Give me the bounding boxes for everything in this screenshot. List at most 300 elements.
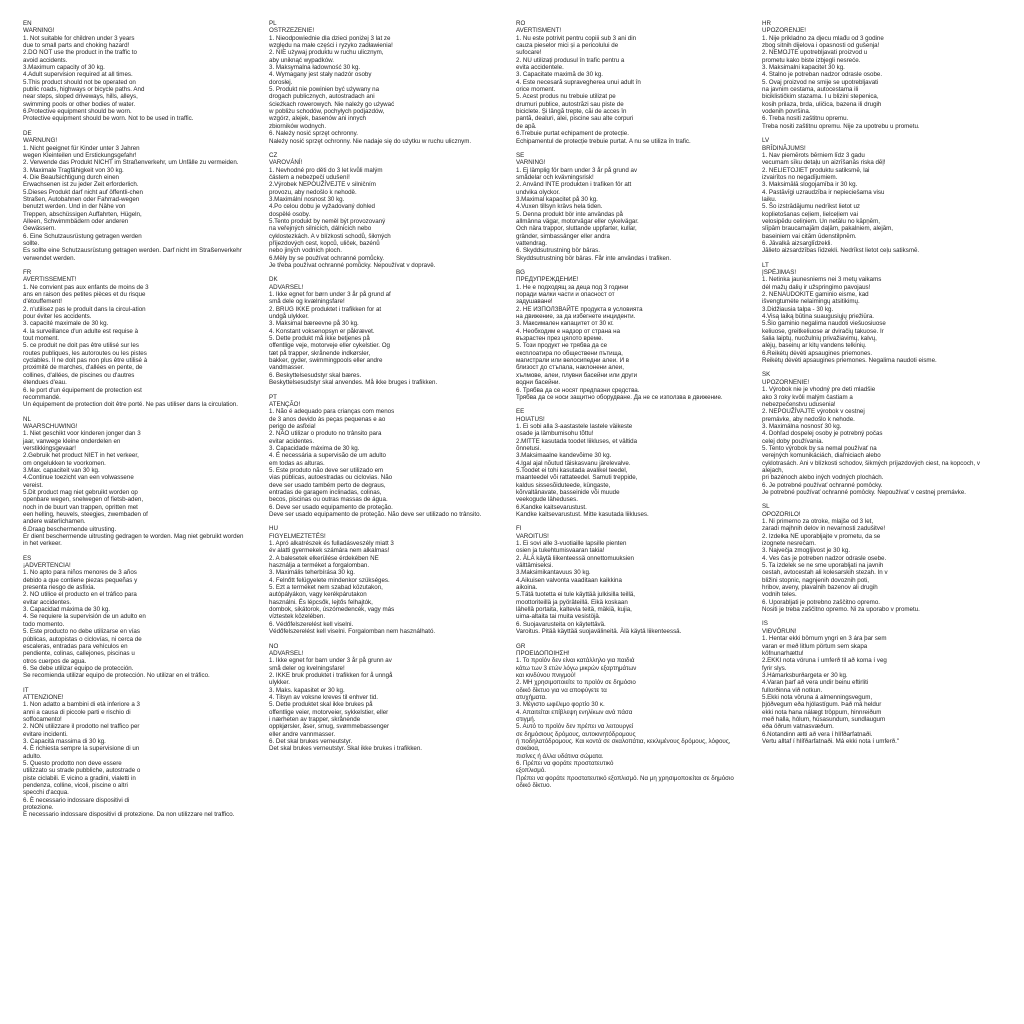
warning-text-line: 1. Niet geschikt voor kinderen jonger dan 3 xyxy=(23,430,141,438)
warning-text-line: routes publiques, les autoroutes ou les pistes xyxy=(23,349,147,357)
warning-text-line: vattendrag. xyxy=(516,239,547,247)
warning-text-line: utilizzato su strade pubbliche, autostrade o xyxy=(23,767,141,775)
warning-text-line: 6. Jāvalkā aizsarglīdzekli. xyxy=(762,239,833,247)
warning-text-line: 5. Tento výrobok by sa nemal používať na xyxy=(762,444,877,452)
warning-text-line: undvika olyckor. xyxy=(516,188,561,196)
warning-heading: VAROITUS! xyxy=(516,532,549,540)
warning-text-line: használja a terméket a forgalomban. xyxy=(269,562,370,570)
warning-text-line: 1. Nav piemērots bērniem līdz 3 gadu xyxy=(762,151,865,159)
warning-section-cz xyxy=(269,152,469,270)
language-code: NL xyxy=(23,415,31,423)
warning-text-line: uima-altaita tai muita vesistöjä. xyxy=(516,613,601,621)
warning-text-line: 6. Se debe utilizar equipo de protección. xyxy=(23,664,134,672)
warning-text-line: 5.Tento produkt by neměl být provozovaný xyxy=(269,217,386,225)
warning-text-line: presenta riesgo de asfixia. xyxy=(23,584,96,592)
warning-text-line: 2. Använd INTE produkten i trafiken för att xyxy=(516,181,632,189)
column-2 xyxy=(269,20,482,760)
warning-text-line: cauza pieselor mici și a pericolului de xyxy=(516,42,619,50)
warning-text-line: Treba nositi zaštitnu opremu. Nije za upotrebu u prometu. xyxy=(762,122,920,130)
warning-text-line: proximité de marches, d'allées en pente, de xyxy=(23,364,143,372)
warning-text-line: 3.Max. capaciteit van 30 kg. xyxy=(23,466,100,474)
warning-text-line: 1. No apto para niños menores de 3 años xyxy=(23,569,137,577)
warning-text-line: Beskyttelsesudstyr skal anvendes. Må ikke bruges i trafikken. xyxy=(269,379,438,387)
warning-text-line: varan er með litlum pörtum sem skapa xyxy=(762,642,868,650)
language-code: LT xyxy=(762,261,769,269)
warning-text-line: cyclables. Il ne doit pas non plus être utilisé à xyxy=(23,357,148,365)
warning-text-line: 1. Výrobok nie je vhodný pre deti mladšie xyxy=(762,386,876,394)
warning-text-line: 2. NU utilizați produsul în trafic pentru a xyxy=(516,56,625,64)
warning-text-line: públicas, autopistas o ciclovías, ni cerca de xyxy=(23,635,142,643)
warning-text-line: šalia laiptų, nuožulnių privažiavimų, kalvų, xyxy=(762,335,877,343)
warning-text-line: 3. Maximálna nosnosť 30 kg. xyxy=(762,422,842,430)
warning-text-line: wegen Kleinteilen und Erstickungsgefahr! xyxy=(23,151,137,159)
warning-text-line: 2. NELIETOJIET produktu satiksmē, lai xyxy=(762,166,870,174)
warning-text-line: 4.Visą laiką būtina suaugusiųjų priežiūra. xyxy=(762,313,875,321)
warning-text-line: zbiorników wodnych. xyxy=(269,122,327,130)
warning-text-line: 3. Максимален капацитет от 30 кг. xyxy=(516,320,614,328)
warning-text-line: biciclete. Și lângă trepte, căi de acces în xyxy=(516,108,627,116)
warning-text-line: 6. Należy nosić sprzęt ochronny. xyxy=(269,130,358,138)
warning-text-line: 2.Gebruik het product NIET in het verkeer, xyxy=(23,452,139,460)
warning-text-line: 2.MITTE kasutada toodet liikluses, et vältida xyxy=(516,437,638,445)
warning-text-line: evita accidentele. xyxy=(516,64,564,72)
language-code: SE xyxy=(516,151,525,159)
warning-text-line: 6. Skyddsutrustning bör bäras. xyxy=(516,247,600,255)
warning-section-es xyxy=(23,555,223,680)
warning-text-line: bakker, gyder, swimmingpools eller andre xyxy=(269,357,383,365)
warning-text-line: 1. Не е подходящ за деца под 3 години xyxy=(516,283,629,291)
warning-text-line: 1. Το προϊόν δεν είναι κατάλληλο για παιδιά xyxy=(516,657,635,665)
warning-text-line: 3.Hámarksburðargeta er 30 kg. xyxy=(762,671,848,679)
warning-text-line: 3.Maksimikantavuus 30 kg. xyxy=(516,569,591,577)
warning-text-line: d'étouffement! xyxy=(23,298,62,306)
warning-text-line: 5. Този продукт не трябва да се xyxy=(516,342,608,350)
warning-text-line: хълмове, алеи, плувни басейни или други xyxy=(516,371,638,379)
language-code: FI xyxy=(516,525,522,533)
warning-text-line: smådelar och kvävningsrisk! xyxy=(516,173,594,181)
warning-text-line: lähellä portaita, kaltevia teitä, mäkiä, kujia, xyxy=(516,606,632,614)
warning-text-line: velosipēdu celiņiem. Un netālu no kāpņēm, xyxy=(762,217,880,225)
warning-text-line: 5. Ta izdelek se ne sme uporabljati na javnih xyxy=(762,562,884,570)
warning-text-line: 1. Nieodpowiednie dla dzieci poniżej 3 lat ze xyxy=(269,34,391,42)
warning-text-line: 5.Šio gaminio negalima naudoti viešuosiuose xyxy=(762,320,886,328)
warning-text-line: deve ser usado também perto de degraus, xyxy=(269,481,386,489)
warning-text-line: 2. NEMOJTE upotrebljavati proizvod u xyxy=(762,49,868,57)
warning-text-line: 3. Maksimalni kapacitet 30 kg. xyxy=(762,64,845,72)
warning-text-line: ή ποδηλατόδρομους. Και κοντά σε σκαλοπάτια, κεκλιμένους δρόμους, λόφους, xyxy=(516,737,731,745)
warning-text-line: eller andre vannmasser. xyxy=(269,730,336,738)
warning-text-line: vias públicas, autoestradas ou ciclovias. Não xyxy=(269,474,393,482)
warning-text-line: È necessario indossare dispositivi di protezione. Da non utilizzare nel traffico. xyxy=(23,811,235,819)
warning-text-line: Er dient beschermende uitrusting gedragen te worden. Mag niet gebruikt worden xyxy=(23,533,244,541)
warning-heading: ĮSPĖJIMAS! xyxy=(762,269,797,276)
warning-section-pl xyxy=(269,20,472,145)
warning-text-line: 2. NIE używaj produktu w ruchu ulicznym, xyxy=(269,49,384,57)
warning-text-line: Gewässern. xyxy=(23,225,57,233)
warning-text-line: premávke, aby nedošlo k nehode. xyxy=(762,415,855,423)
warning-heading: BRĪDINĀJUMS! xyxy=(762,144,806,152)
warning-text-line: verejných komunikáciách, diaľniciach alebo xyxy=(762,452,881,460)
warning-text-line: használni. És lépcsők, lejtős felhajtók, xyxy=(269,598,373,606)
warning-text-line: 5. Ezt a terméket nem szabad közutakon, xyxy=(269,584,383,592)
warning-text-line: 3. Maksymalna ładowność 30 kg. xyxy=(269,64,361,72)
warning-text-line: на движение, за да избегнете инциденти. xyxy=(516,313,636,321)
warning-heading: VAROVÁNÍ! xyxy=(269,159,303,167)
warning-text-line: otros cuerpos de agua. xyxy=(23,657,87,665)
warning-heading: ADVARSEL! xyxy=(269,649,304,657)
warning-section-se xyxy=(516,152,716,262)
warning-heading: FIGYELMEZTETÉS! xyxy=(269,532,326,540)
warning-text-line: debido a que contiene piezas pequeñas y xyxy=(23,576,138,584)
warning-text-line: 6. Deve ser usado equipamento de proteção. xyxy=(269,503,393,511)
warning-text-line: 4. Konstant voksenopsyn er påkrævet. xyxy=(269,327,375,335)
warning-text-line: dospělé osoby. xyxy=(269,210,311,218)
warning-text-line: експлоатира по обществени пътища, xyxy=(516,349,623,357)
warning-section-no xyxy=(269,643,469,753)
warning-text-line: 2. Izdelka NE uporabljajte v prometu, da se xyxy=(762,532,881,540)
warning-text-line: pri bazénoch alebo iných vodných plochách. xyxy=(762,474,884,482)
language-code: DE xyxy=(23,129,32,137)
warning-text-line: 5.Tätä tuotetta ei tule käyttää julkisilla teillä, xyxy=(516,591,636,599)
warning-heading: OPOZORILO! xyxy=(762,510,801,518)
warning-text-line: възрастен през цялото време. xyxy=(516,335,604,343)
warning-text-line: 6. Πρέπει να φοράτε προστατευτικό xyxy=(516,760,614,767)
warning-text-line: 6.Notandinn ætti að vera í hlífðarfatnaði. xyxy=(762,730,873,738)
warning-section-fi xyxy=(516,525,716,635)
warning-text-line: swimming pools or other bodies of water. xyxy=(23,100,136,108)
warning-text-line: osien ja tukehtumisvaaran takia! xyxy=(516,547,605,555)
warning-heading: AVERTISSEMENT! xyxy=(23,276,77,284)
language-code: HU xyxy=(269,525,278,533)
warning-text-line: σε δημόσιους δρόμους, αυτοκινητόδρομους xyxy=(516,730,636,738)
warning-text-line: 2.EKKI nota vöruna í umferð til að koma í veg xyxy=(762,657,887,665)
warning-text-line: οδικό δίκτυο για να αποφύγετε τα xyxy=(516,686,607,694)
warning-heading: ΠΡΟΕΙΔΟΠΟΙΗΣΗ! xyxy=(516,649,570,657)
warning-text-line: Трябва да се носи защитно оборудване. Да не се използва в движение. xyxy=(516,393,723,401)
warning-text-line: na javnim cestama, autocestama ili xyxy=(762,86,859,94)
warning-text-line: små dele og kvælningsfare! xyxy=(269,298,345,306)
warning-section-lt xyxy=(762,262,962,365)
warning-section-nl xyxy=(23,415,244,548)
warning-text-line: 3.Maximum capacity of 30 kg. xyxy=(23,64,105,72)
warning-text-line: Reikėtų dėvėti apsaugines priemones. Negalima naudoti eisme. xyxy=(762,357,937,365)
warning-text-line: 2.DO NOT use the product in the traffic to xyxy=(23,49,137,57)
warning-text-line: 6.Draag beschermende uitrusting. xyxy=(23,525,117,533)
warning-text-line: 4. Απαιτείται επίβλεψη ενηλίκων ανά πάσα xyxy=(516,708,633,716)
warning-text-line: oppkjørsler, åser, smug, svømmebassenger xyxy=(269,723,390,731)
language-code: BG xyxy=(516,269,525,276)
warning-text-line: alejach, xyxy=(762,466,784,474)
warning-text-line: anni a causa di piccole parti e rischio di xyxy=(23,708,131,716)
warning-text-line: 2. НЕ ИЗПОЛЗВАЙТЕ продукта в условията xyxy=(516,305,643,313)
warning-text-line: 6. Det skal brukes verneutstyr. xyxy=(269,737,353,745)
warning-text-line: kosih prilaza, brda, uličica, bazena ili drugih xyxy=(762,100,882,108)
language-code: RO xyxy=(516,20,526,27)
column-4 xyxy=(762,20,980,752)
warning-text-line: οδικό δίκτυο. xyxy=(516,782,552,790)
warning-section-sl xyxy=(762,503,962,613)
warning-text-line: 3. Maximale Tragfähigkeit von 30 kg. xyxy=(23,166,124,174)
warning-text-line: 2. A balesetek elkerülése érdekében NE xyxy=(269,554,379,562)
column-1 xyxy=(23,20,244,826)
warning-heading: ATTENZIONE! xyxy=(23,693,64,701)
warning-text-line: laiku. xyxy=(762,195,777,203)
warning-section-ro xyxy=(516,20,716,145)
warning-text-line: 4. Die Beaufsichtigung durch einen xyxy=(23,173,119,181)
warning-text-line: osade ja lämbumisohu tõttu! xyxy=(516,430,594,438)
warning-text-line: 1. Ne convient pas aux enfants de moins de 3 xyxy=(23,283,149,291)
warning-text-line: 2.Výrobek NEPOUŽÍVEJTE v silničním xyxy=(269,181,376,189)
warning-text-line: Och nära trappor, sluttande uppfarter, kullar, xyxy=(516,225,637,233)
warning-text-line: õnnetusi. xyxy=(516,444,542,452)
warning-section-is xyxy=(762,620,962,745)
warning-text-line: 2. n'utilisez pas le produit dans la circul-ation xyxy=(23,305,146,313)
warning-text-line: provozu, aby nedošlo k nehodě. xyxy=(269,188,357,196)
warning-text-line: koplietošanas ceļiem, lielceļiem vai xyxy=(762,210,858,218)
warning-text-line: collines, d'allées, de piscines ou d'autres xyxy=(23,371,135,379)
warning-text-line: Vertu alltaf í hlífðarfatnaði. Má ekki nota í umferð." xyxy=(762,737,900,745)
warning-text-line: drogach publicznych, autostradach ani xyxy=(269,93,375,101)
warning-text-line: 2. ÄLÄ käytä liikenteessä onnettomuuksien xyxy=(516,554,634,562)
warning-text-line: 3.Didžiausia talpa - 30 kg. xyxy=(762,305,834,313)
warning-text-line: vodenih površina. xyxy=(762,108,811,116)
warning-text-line: 1. Hentar ekki börnum yngri en 3 ára þar sem xyxy=(762,635,887,643)
warning-text-line: välttämiseksi. xyxy=(516,562,554,570)
warning-text-line: 6.Kandke kaitsevarustust. xyxy=(516,503,587,511)
warning-text-line: kaldus sissesõiduteede, küngaste, xyxy=(516,481,611,489)
warning-text-line: Je potrebné používať ochranné pomôcky. Nepoužívať v cestnej premávke. xyxy=(762,488,967,496)
warning-text-line: 4. Se requiere la supervisión de un adulto en xyxy=(23,613,146,621)
warning-text-line: στιγμή. xyxy=(516,715,536,723)
warning-text-line: near steps, sloped driveways, hills, alleys, xyxy=(23,93,138,101)
warning-text-line: 5. Acest produs nu trebuie utilizat pe xyxy=(516,93,616,101)
warning-text-line: Protective equipment should be worn. Not to be used in traffic. xyxy=(23,115,194,123)
warning-text-line: zbog sitnih dijelova i opasnosti od gušenja! xyxy=(762,42,880,50)
warning-text-line: поради малки части и опасност от xyxy=(516,291,615,299)
warning-text-line: 1. Nije prikladno za djecu mlađu od 3 godine xyxy=(762,34,884,42)
warning-text-line: evitar acidentes. xyxy=(269,437,315,445)
warning-text-line: izvairītos no negadījumiem. xyxy=(762,173,838,181)
warning-text-line: Nositi je treba zaščitno opremo. Ni za uporabo v prometu. xyxy=(762,606,920,614)
warning-section-de xyxy=(23,129,242,262)
warning-text-line: na veřejných silnicích, dálnicích nebo xyxy=(269,225,372,233)
warning-text-line: små deler og kvelningsfare! xyxy=(269,664,345,672)
language-code: GR xyxy=(516,642,526,650)
warning-text-line: 3. Maks. kapasitet er 30 kg. xyxy=(269,686,345,694)
warning-text-line: 1. Not suitable for children under 3 years xyxy=(23,34,135,42)
warning-text-line: ako 3 roky kvôli malým častiam a xyxy=(762,393,853,401)
warning-text-line: offentlige veje, motorveje eller cykelstier. Og xyxy=(269,342,390,350)
warning-text-line: 1. Netinka jaunesniems nei 3 metų vaikams xyxy=(762,276,882,284)
warning-text-line: 4.Continue toezicht van een volwassene xyxy=(23,474,134,482)
language-code: PL xyxy=(269,20,277,27)
warning-text-line: andere waterlichamen. xyxy=(23,518,86,526)
warning-text-line: 2. NENAUDOKITE gaminio eismе, kad xyxy=(762,291,869,299)
warning-text-line: openbare wegen, snelwegen of fietsb-aden, xyxy=(23,496,144,504)
warning-text-line: om ongelukken te voorkomen. xyxy=(23,459,106,467)
warning-text-line: de apă. xyxy=(516,122,537,130)
warning-text-line: tout moment. xyxy=(23,335,60,343)
warning-text-line: drumuri publice, autostrăzi sau piste de xyxy=(516,100,624,108)
warning-text-line: 4.Varan þarf að vera undir beinu eftirliti xyxy=(762,679,869,687)
warning-text-line: 3.Maximal kapacitet på 30 kg. xyxy=(516,195,598,203)
warning-text-line: een helling, heuvels, steegjes, zwembaden of xyxy=(23,511,148,518)
warning-text-line: étendues d'eau. xyxy=(23,379,67,387)
warning-text-line: 5.Dieses Produkt darf nicht auf öffentli-chen xyxy=(23,188,143,196)
warning-text-line: 2. BRUG IKKE produktet i trafikken for at xyxy=(269,305,382,313)
warning-text-line: κάτω των 3 ετών λόγω μικρών εξαρτημάτων xyxy=(516,664,637,672)
warning-text-line: offentlige veier, motorveier, sykkelstier, eller xyxy=(269,708,389,716)
warning-heading: UPOZORENJE! xyxy=(762,27,807,35)
warning-text-line: hribov, aveny, plavalnih bazenov ali drugih xyxy=(762,584,878,592)
warning-text-line: i nærheten av trapper, skrånende xyxy=(269,715,361,723)
warning-text-line: 6. le port d'un équipement de protection est xyxy=(23,386,142,394)
warning-text-line: 5. Αυτό το προϊόν δεν πρέπει να λειτουργεί xyxy=(516,723,634,731)
warning-text-line: izognete nesrečam. xyxy=(762,540,816,548)
warning-section-en xyxy=(23,20,223,123)
warning-text-line: pour éviter les accidents. xyxy=(23,313,92,321)
warning-text-line: 5.This product should not be operated on xyxy=(23,78,136,86)
warning-text-line: evitare incidenti. xyxy=(23,730,68,738)
warning-text-line: Erwachsenen ist zu jeder Zeit erforderlich. xyxy=(23,181,139,189)
warning-text-line: nebo jiných vodních ploch. xyxy=(269,247,342,255)
language-code: SK xyxy=(762,371,771,379)
warning-heading: OSTRZEZENIE! xyxy=(269,27,315,35)
warning-text-line: 6. Uporabljati je potrebno zaščitno opremo. xyxy=(762,598,880,606)
warning-text-line: fullorðinna við notkun. xyxy=(762,686,823,694)
column-3 xyxy=(516,20,734,796)
warning-text-line: wzgórz, alejek, basenów ani innych xyxy=(269,115,366,123)
warning-text-line: vecumam sīku detaļu un aizrīšanās riska dēļ! xyxy=(762,159,886,167)
warning-text-line: 4.Aikuisen valvonta vaaditaan kaikkina xyxy=(516,576,622,584)
warning-heading: ПРЕДУПРЕЖДЕНИЕ! xyxy=(516,276,579,284)
warning-text-line: soffocamento! xyxy=(23,715,62,723)
warning-text-line: Echipamentul de protecție trebuie purtat. A nu se utiliza în trafic. xyxy=(516,137,691,145)
warning-text-line: verwendet werden. xyxy=(23,254,76,262)
warning-text-line: 4.Igal ajal nõutud täiskasvanu järelevalve. xyxy=(516,459,631,467)
warning-text-line: водни басейни. xyxy=(516,379,561,387)
warning-heading: VIÐVÖRUN! xyxy=(762,627,797,635)
warning-text-line: 6. È necessario indossare dispositivi di xyxy=(23,796,130,804)
warning-text-line: aikoina. xyxy=(516,584,538,592)
warning-text-line: 6. Treba nositi zaštitnu opremu. xyxy=(762,115,849,123)
warning-text-line: avoid accidents. xyxy=(23,56,68,64)
warning-text-line: задушаване! xyxy=(516,298,553,306)
warning-text-line: 5. ce produit ne doit pas être utilisé sur les xyxy=(23,342,139,350)
warning-text-line: dombok, sikátorok, úszómedencék, vagy más xyxy=(269,606,395,614)
language-code: HR xyxy=(762,20,771,27)
warning-text-line: vereist. xyxy=(23,481,43,489)
warning-text-line: 5. Produkt nie powinien być używany na xyxy=(269,86,380,94)
warning-text-line: maanteedel või rattateedel. Samuti treppide, xyxy=(516,474,638,482)
warning-heading: WARNING! xyxy=(23,27,55,35)
warning-text-line: becos, piscinas ou outras massas de água. xyxy=(269,496,388,504)
warning-text-line: 5. Dette produkt må ikke betjenes på xyxy=(269,335,370,343)
warning-text-line: 3. Maksimālā slogojamība ir 30 kg. xyxy=(762,181,858,189)
warning-text-line: 6.Měly by se používat ochranné pomůcky. xyxy=(269,254,385,262)
warning-text-line: ans en raison des petites pièces et du risque xyxy=(23,291,146,299)
warning-text-line: 3. Μέγιστο ωφέλιμο φορτίο 30 κ. xyxy=(516,701,605,709)
warning-section-hr xyxy=(762,20,962,130)
warning-text-line: Deve ser usado equipamento de proteção. Não deve ser utilizado no trânsito. xyxy=(269,511,482,518)
warning-text-line: 3.Maximální nosnost 30 kg. xyxy=(269,195,345,203)
warning-text-line: allmänna vägar, motorvägar eller cykelvägar. xyxy=(516,217,639,225)
warning-text-line: 1. Ikke egnet for børn under 3 år på grund af xyxy=(269,291,391,299)
warning-text-line: kõrvaltänavate, basseinide või muude xyxy=(516,488,620,496)
warning-text-line: recommandé. xyxy=(23,393,61,401)
warning-text-line: 5. Este produto não deve ser utilizado em xyxy=(269,466,384,474)
warning-text-line: 4.Po celou dobu je vyžadovaný dohled xyxy=(269,203,375,211)
warning-text-line: 4. Необходим е надзор от страна на xyxy=(516,327,621,335)
warning-text-line: public roads, highways or bicycle paths. And xyxy=(23,86,145,94)
warning-text-line: 5. Este producto no debe utilizarse en vías xyxy=(23,628,140,636)
warning-text-line: 4.Adult supervision required at all times. xyxy=(23,71,133,79)
warning-text-line: todo momento. xyxy=(23,620,65,628)
warning-text-line: 1. Não é adequado para crianças com menos xyxy=(269,408,395,416)
warning-text-line: ścieżkach rowerowych. Nie należy go używać xyxy=(269,100,395,108)
warning-text-line: 1. Nu este potrivit pentru copiii sub 3 ani din xyxy=(516,34,637,42)
warning-text-line: 4. Tilsyn av voksne kreves til enhver tid. xyxy=(269,693,379,701)
warning-text-line: 4. Ves čas je potreben nadzor odrasle osebe. xyxy=(762,554,887,562)
warning-text-line: eða öðrum vatnasvæðum. xyxy=(762,723,834,731)
warning-text-line: σοκάκια, xyxy=(516,745,540,753)
warning-text-line: 3. Capacitate maximă de 30 kg. xyxy=(516,71,604,79)
warning-text-line: dorosłej. xyxy=(269,78,293,86)
warning-text-line: 5.Ekki nota vöruna á almenningsvegum, xyxy=(762,693,873,701)
warning-text-line: 5. Denna produkt bör inte användas på xyxy=(516,210,623,218)
warning-text-line: 6. Je potrebné používať ochranné pomôcky. xyxy=(762,481,883,489)
warning-text-line: Treppen, abschüssigen Auffahrten, Hügeln, xyxy=(23,210,142,218)
warning-text-line: Należy nosić sprzęt ochronny. Nie nadaje się do użytku w ruchu ulicznym. xyxy=(269,137,472,145)
warning-text-line: Védőfelszerelést kell viselni. Forgalomban nem használható. xyxy=(269,628,436,636)
warning-text-line: Skyddsutrustning bör bäras. Får inte användas i trafiken. xyxy=(516,254,672,262)
warning-section-gr xyxy=(516,642,734,790)
warning-text-line: moottoriteillä ja pyöräteillä. Eikä koskaan xyxy=(516,598,628,606)
warning-text-line: 3. capacité maximale de 30 kg. xyxy=(23,320,109,328)
warning-text-line: specchi d'acqua. xyxy=(23,789,69,797)
warning-text-line: 5. Dette produktet skal ikke brukes på xyxy=(269,701,373,709)
warning-text-line: entradas de garagem inclinadas, colinas, xyxy=(269,488,382,496)
warning-text-line: 1. Ei sovi alle 3-vuotiaille lapsille pienten xyxy=(516,540,627,548)
warning-text-line: Es sollte eine Schutzausrüstung getragen werden. Darf nicht im Straßenverkehr xyxy=(23,247,242,255)
warning-text-line: Varoitus. Pitää käyttää suojavälineitä. Älä käytä liikenteessä. xyxy=(516,628,682,636)
warning-text-line: 1. Apró alkatrészek és fulladásveszély miatt 3 xyxy=(269,540,394,548)
warning-section-fr xyxy=(23,269,238,409)
warning-text-line: Jālieto aizsardzības līdzekli. Nedrīkst lietot ceļu satiksmē. xyxy=(762,247,920,255)
warning-text-line: 6.Reikėtų dėvėti apsaugines priemones. xyxy=(762,349,873,357)
warning-text-line: 4. Wymagany jest stały nadzór osoby xyxy=(269,71,372,79)
warning-text-line: zaradi majhnih delov in nevarnosti zadušitve! xyxy=(762,525,886,533)
warning-text-line: perigo de asfixia! xyxy=(269,422,316,430)
language-code: LV xyxy=(762,137,770,145)
warning-heading: WARNUNG! xyxy=(23,137,58,145)
warning-section-lv xyxy=(762,137,962,255)
warning-text-line: 4. Dohľad dospelej osoby je potrebný počas xyxy=(762,430,883,438)
warning-text-line: εξοπλισμό. xyxy=(516,767,546,775)
warning-text-line: 5.Toodet ei tohi kasutada avalikel teedel, xyxy=(516,466,628,474)
warning-text-line: 2. Verwende das Produkt NICHT im Straßenverkehr, um Unfälle zu vermeiden. xyxy=(23,159,239,167)
warning-text-line: verstikkingsgevaar! xyxy=(23,444,76,452)
warning-text-line: 3. Maksimal bæreevne på 30 kg. xyxy=(269,320,359,328)
warning-text-line: příjezdových cest, kopců, uliček, bazénů xyxy=(269,239,380,247)
warning-text-line: nebezpečenstvu udusenia! xyxy=(762,400,836,408)
warning-text-line: sufocare! xyxy=(516,49,542,57)
warning-text-line: 4. Pastāvīgi uzraudzība ir nepieciešama visu xyxy=(762,188,885,196)
warning-text-line: względu na małe części i ryzyko zadławienia! xyxy=(269,42,393,50)
language-code: FR xyxy=(23,269,32,276)
warning-text-line: év alatti gyermekek számára nem alkalmas! xyxy=(269,547,390,555)
warning-text-line: 6.Trebuie purtat echipament de protecție. xyxy=(516,130,629,138)
